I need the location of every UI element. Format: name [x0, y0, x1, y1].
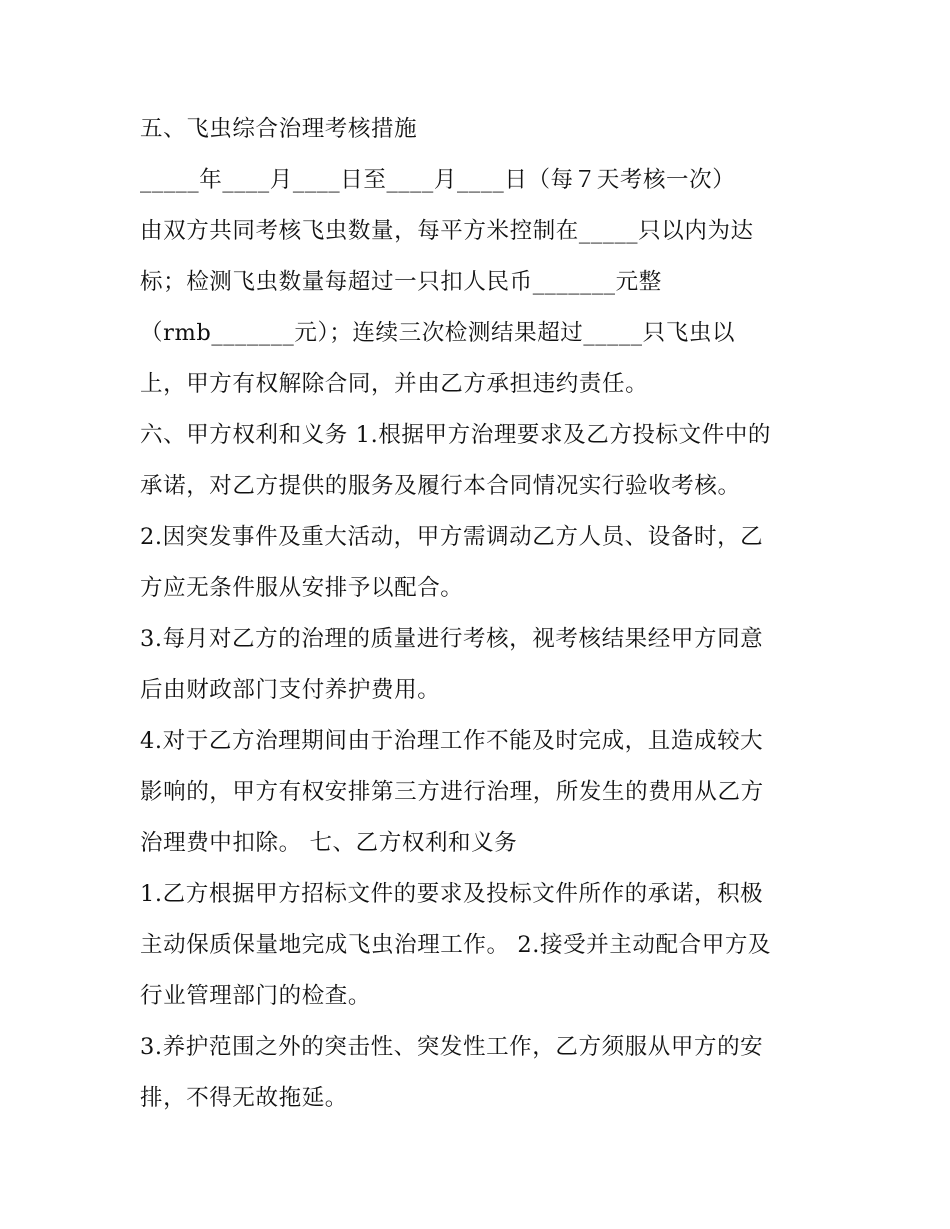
paragraph-line: 3.每月对乙方的治理的质量进行考核，视考核结果经甲方同意 — [140, 626, 764, 652]
paragraph-line: （rmb_______元）；连续三次检测结果超过_____只飞虫以 — [140, 320, 736, 346]
paragraph-line: 行业管理部门的检查。 — [140, 983, 372, 1009]
paragraph-line: 上，甲方有权解除合同，并由乙方承担违约责任。 — [140, 371, 649, 397]
paragraph-line: 4.对于乙方治理期间由于治理工作不能及时完成，且造成较大 — [140, 728, 764, 754]
paragraph-line: 影响的，甲方有权安排第三方进行治理，所发生的费用从乙方 — [140, 779, 764, 805]
paragraph-line: 3.养护范围之外的突击性、突发性工作，乙方须服从甲方的安 — [140, 1034, 764, 1060]
paragraph-line: 2.因突发事件及重大活动，甲方需调动乙方人员、设备时，乙 — [140, 524, 764, 550]
paragraph-line: 由双方共同考核飞虫数量，每平方米控制在_____只以内为达 — [140, 218, 754, 244]
paragraph-line: 后由财政部门支付养护费用。 — [140, 677, 441, 703]
paragraph-line: 六、甲方权利和义务 1.根据甲方治理要求及乙方投标文件中的 — [140, 422, 772, 448]
paragraph-line: 治理费中扣除。 七、乙方权利和义务 — [140, 830, 518, 856]
paragraph-line: 方应无条件服从安排予以配合。 — [140, 575, 464, 601]
paragraph-line: 承诺，对乙方提供的服务及履行本合同情况实行验收考核。 — [140, 473, 741, 499]
paragraph-line: 排，不得无故拖延。 — [140, 1085, 348, 1111]
section-heading: 五、飞虫综合治理考核措施 — [140, 116, 418, 142]
paragraph-line: 标；检测飞虫数量每超过一只扣人民币_______元整 — [140, 269, 662, 295]
paragraph-line: _____年____月____日至____月____日（每７天考核一次） — [140, 167, 736, 193]
paragraph-line: 主动保质保量地完成飞虫治理工作。 2.接受并主动配合甲方及 — [140, 932, 772, 958]
paragraph-line: 1.乙方根据甲方招标文件的要求及投标文件所作的承诺，积极 — [140, 881, 764, 907]
